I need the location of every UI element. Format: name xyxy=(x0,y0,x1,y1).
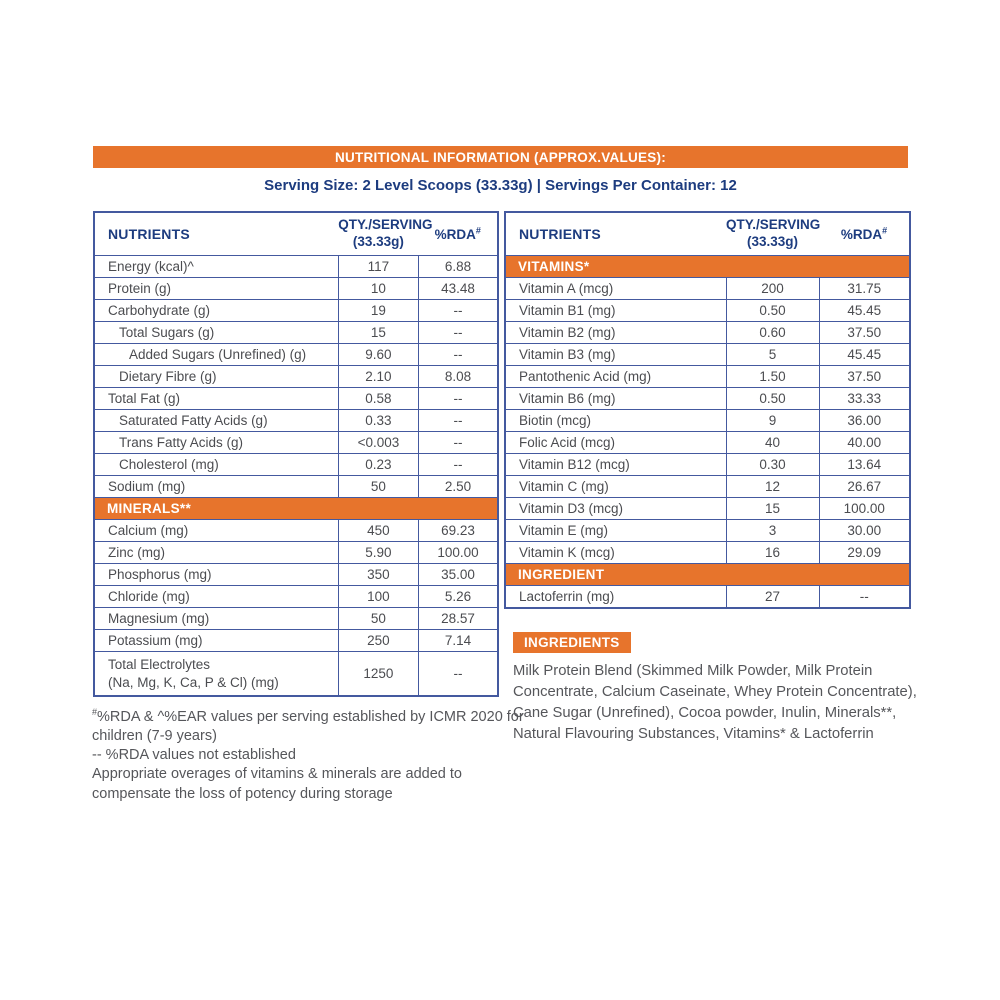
nutrients-table-right xyxy=(504,211,911,609)
table-row xyxy=(94,608,498,630)
left-table-header xyxy=(94,212,498,256)
qty-value: 0.50 xyxy=(726,388,819,410)
nutrient-label-cell xyxy=(94,630,338,652)
rda-value: 31.75 xyxy=(819,278,910,300)
nutrient-label: Total Electrolytes xyxy=(108,656,211,672)
qty-value: 27 xyxy=(726,586,819,609)
nutrient-label: Trans Fatty Acids (g) xyxy=(119,434,244,450)
nutrient-label: Vitamin B3 (mg) xyxy=(519,346,616,362)
qty-value: 0.50 xyxy=(726,300,819,322)
qty-value: 0.58 xyxy=(338,388,418,410)
table-row xyxy=(94,388,498,410)
table-row xyxy=(94,542,498,564)
table-row xyxy=(505,366,910,388)
qty-value: 16 xyxy=(726,542,819,564)
section-row xyxy=(94,498,498,520)
nutrient-label: Total Sugars (g) xyxy=(119,324,215,340)
nutrient-label: Vitamin D3 (mcg) xyxy=(519,500,624,516)
footnote-text: -- %RDA values not established xyxy=(92,747,296,764)
table-row xyxy=(94,432,498,454)
rda-value: 28.57 xyxy=(419,608,498,630)
qty-value: 0.33 xyxy=(338,410,418,432)
table-row xyxy=(505,322,910,344)
qty-value: 5 xyxy=(726,344,819,366)
serving-size-line: Serving Size: 2 Level Scoops (33.33g) | Servings Per Container: 12 xyxy=(264,177,737,194)
rda-value: -- xyxy=(419,454,498,476)
footnotes xyxy=(92,708,532,804)
table-row xyxy=(94,410,498,432)
rda-value: -- xyxy=(419,432,498,454)
table-row xyxy=(505,586,910,609)
nutrient-label-cell xyxy=(505,300,726,322)
nutrient-label-cell xyxy=(94,278,338,300)
table-row xyxy=(94,520,498,542)
qty-value: 15 xyxy=(338,322,418,344)
title-bar xyxy=(93,146,908,168)
rda-value: 5.26 xyxy=(419,586,498,608)
nutrient-label-cell xyxy=(94,432,338,454)
section-row xyxy=(505,256,910,278)
table-row xyxy=(94,652,498,697)
rda-value: -- xyxy=(419,410,498,432)
table-row xyxy=(94,256,498,278)
table-row xyxy=(505,454,910,476)
nutrient-label-cell xyxy=(94,300,338,322)
rda-value: 6.88 xyxy=(419,256,498,278)
nutrient-label-cell xyxy=(505,278,726,300)
table-row xyxy=(94,586,498,608)
header-row xyxy=(94,212,498,256)
table-row xyxy=(505,432,910,454)
rda-value: 29.09 xyxy=(819,542,910,564)
nutrient-label: Saturated Fatty Acids (g) xyxy=(119,412,268,428)
qty-value: 1250 xyxy=(338,652,418,697)
title-bar-text: NUTRITIONAL INFORMATION (APPROX.VALUES): xyxy=(335,149,666,165)
qty-value: 0.60 xyxy=(726,322,819,344)
qty-value: 3 xyxy=(726,520,819,542)
ingredients-badge: INGREDIENTS xyxy=(513,632,631,653)
rda-label: %RDA xyxy=(434,226,476,242)
rda-value: 2.50 xyxy=(419,476,498,498)
qty-value: 0.30 xyxy=(726,454,819,476)
rda-value: 37.50 xyxy=(819,322,910,344)
nutrient-label-cell xyxy=(94,256,338,278)
qty-value: 19 xyxy=(338,300,418,322)
rda-value: -- xyxy=(419,344,498,366)
nutrient-label: Cholesterol (mg) xyxy=(119,456,219,472)
nutrient-label-cell xyxy=(94,454,338,476)
rda-value: 37.50 xyxy=(819,366,910,388)
nutrient-label-cell xyxy=(94,476,338,498)
qty-value: 250 xyxy=(338,630,418,652)
footnote-text: %RDA & ^%EAR values per serving established by ICMR 2020 for children (7-9 years) xyxy=(92,709,524,745)
nutrient-label: Vitamin K (mcg) xyxy=(519,544,615,560)
left-tbody xyxy=(94,256,498,697)
nutrient-label: Carbohydrate (g) xyxy=(108,302,211,318)
nutrient-label: Potassium (mg) xyxy=(108,632,203,648)
table-row xyxy=(505,410,910,432)
rda-value: 35.00 xyxy=(419,564,498,586)
nutrient-label: Total Fat (g) xyxy=(108,390,181,406)
col-header-nutrients: NUTRIENTS xyxy=(94,212,338,256)
nutrient-label-cell xyxy=(505,388,726,410)
table-row xyxy=(505,498,910,520)
qty-value: <0.003 xyxy=(338,432,418,454)
header-row xyxy=(505,212,910,256)
rda-value: -- xyxy=(419,300,498,322)
nutrient-label-cell xyxy=(505,476,726,498)
table-row xyxy=(94,564,498,586)
table-row xyxy=(94,278,498,300)
col-header-qty-line2: (33.33g) xyxy=(746,234,799,249)
rda-superscript: # xyxy=(475,225,481,235)
table-row xyxy=(94,630,498,652)
nutrient-label-cell xyxy=(94,586,338,608)
qty-value: 9 xyxy=(726,410,819,432)
footnote-line xyxy=(92,708,532,746)
table-row xyxy=(94,476,498,498)
section-header: MINERALS** xyxy=(94,498,498,520)
nutrient-label-line2: (Na, Mg, K, Ca, P & Cl) (mg) xyxy=(108,674,279,690)
nutrient-label-cell xyxy=(505,542,726,564)
qty-value: 10 xyxy=(338,278,418,300)
nutrient-label: Energy (kcal)^ xyxy=(108,258,194,274)
table-row xyxy=(94,366,498,388)
nutrient-label-cell xyxy=(505,520,726,542)
footnote-line xyxy=(92,765,532,803)
rda-superscript: # xyxy=(882,225,888,235)
table-row xyxy=(505,476,910,498)
rda-value: 40.00 xyxy=(819,432,910,454)
nutrient-label: Vitamin B12 (mcg) xyxy=(519,456,630,472)
col-header-nutrients: NUTRIENTS xyxy=(505,212,726,256)
table-row xyxy=(94,300,498,322)
right-tbody xyxy=(505,256,910,609)
nutrient-label-cell xyxy=(505,366,726,388)
ingredients-text: Milk Protein Blend (Skimmed Milk Powder, Milk Protein Concentrate, Calcium Caseinate, Whey Protein Concentrate), Cane Sugar (Unrefined), Cocoa powder, Inulin, Minerals**, Natural Flavouring Substances, Vitamins* & Lactoferrin xyxy=(513,663,917,742)
right-table-header xyxy=(505,212,910,256)
qty-value: 350 xyxy=(338,564,418,586)
rda-value: 30.00 xyxy=(819,520,910,542)
footnote-text: Appropriate overages of vitamins & minerals are added to compensate the loss of potency during storage xyxy=(92,766,462,802)
nutrients-table-left xyxy=(93,211,499,697)
nutrient-label: Sodium (mg) xyxy=(108,478,186,494)
table-row xyxy=(505,520,910,542)
footnote-superscript: # xyxy=(92,707,98,718)
table-row xyxy=(94,454,498,476)
nutrient-label-cell xyxy=(94,652,338,697)
table-row xyxy=(505,278,910,300)
qty-value: 40 xyxy=(726,432,819,454)
nutrient-label: Folic Acid (mcg) xyxy=(519,434,616,450)
rda-value: 33.33 xyxy=(819,388,910,410)
qty-value: 117 xyxy=(338,256,418,278)
qty-value: 2.10 xyxy=(338,366,418,388)
nutrient-label: Vitamin C (mg) xyxy=(519,478,609,494)
section-header: INGREDIENT xyxy=(505,564,910,586)
nutrient-label: Phosphorus (mg) xyxy=(108,566,212,582)
nutrient-label-cell xyxy=(94,322,338,344)
section-row xyxy=(505,564,910,586)
nutrient-label: Zinc (mg) xyxy=(108,544,165,560)
table-row xyxy=(505,300,910,322)
table-row xyxy=(94,344,498,366)
qty-value: 0.23 xyxy=(338,454,418,476)
nutrient-label-cell xyxy=(94,410,338,432)
nutrient-label-cell xyxy=(94,366,338,388)
col-header-rda xyxy=(819,212,910,256)
qty-value: 9.60 xyxy=(338,344,418,366)
nutrition-tables xyxy=(93,211,911,697)
rda-value: 13.64 xyxy=(819,454,910,476)
rda-value: 100.00 xyxy=(419,542,498,564)
nutrient-label-cell xyxy=(505,432,726,454)
nutrient-label-cell xyxy=(94,564,338,586)
rda-value: -- xyxy=(819,586,910,609)
col-header-qty xyxy=(726,212,819,256)
qty-value: 100 xyxy=(338,586,418,608)
nutrient-label: Magnesium (mg) xyxy=(108,610,210,626)
nutrient-label: Lactoferrin (mg) xyxy=(519,588,615,604)
rda-value: 69.23 xyxy=(419,520,498,542)
nutrient-label-cell xyxy=(94,520,338,542)
qty-value: 450 xyxy=(338,520,418,542)
rda-value: 8.08 xyxy=(419,366,498,388)
table-row xyxy=(94,322,498,344)
nutrient-label-cell xyxy=(505,498,726,520)
col-header-qty xyxy=(338,212,433,256)
qty-value: 15 xyxy=(726,498,819,520)
nutrient-label: Added Sugars (Unrefined) (g) xyxy=(129,346,307,362)
col-header-qty-line1: QTY./SERVING xyxy=(338,217,433,233)
nutrient-label-cell xyxy=(505,344,726,366)
nutrient-label: Biotin (mcg) xyxy=(519,412,592,428)
table-row xyxy=(505,344,910,366)
nutrient-label: Vitamin A (mcg) xyxy=(519,280,614,296)
section-header: VITAMINS* xyxy=(505,256,910,278)
qty-value: 1.50 xyxy=(726,366,819,388)
nutrient-label-cell xyxy=(94,344,338,366)
rda-value: 100.00 xyxy=(819,498,910,520)
nutrient-label: Calcium (mg) xyxy=(108,522,189,538)
nutrient-label: Pantothenic Acid (mg) xyxy=(519,368,652,384)
rda-value: -- xyxy=(419,652,498,697)
rda-value: 43.48 xyxy=(419,278,498,300)
nutrient-label: Vitamin E (mg) xyxy=(519,522,609,538)
nutrient-label-cell xyxy=(94,608,338,630)
nutrient-label-cell xyxy=(505,586,726,609)
col-header-qty-line2: (33.33g) xyxy=(352,234,404,249)
rda-value: 45.45 xyxy=(819,300,910,322)
rda-value: -- xyxy=(419,322,498,344)
nutrient-label: Dietary Fibre (g) xyxy=(119,368,217,384)
qty-value: 12 xyxy=(726,476,819,498)
col-header-qty-line1: QTY./SERVING xyxy=(726,217,821,233)
nutrient-label-cell xyxy=(505,454,726,476)
rda-value: 45.45 xyxy=(819,344,910,366)
nutrient-label-cell xyxy=(94,388,338,410)
qty-value: 200 xyxy=(726,278,819,300)
nutrient-label-cell xyxy=(94,542,338,564)
qty-value: 5.90 xyxy=(338,542,418,564)
table-row xyxy=(505,542,910,564)
rda-label: %RDA xyxy=(840,226,883,242)
nutrient-label: Vitamin B6 (mg) xyxy=(519,390,616,406)
nutrient-label: Protein (g) xyxy=(108,280,172,296)
rda-value: 36.00 xyxy=(819,410,910,432)
nutrient-label: Vitamin B1 (mg) xyxy=(519,302,616,318)
footnote-line xyxy=(92,746,532,765)
qty-value: 50 xyxy=(338,476,418,498)
nutrient-label: Vitamin B2 (mg) xyxy=(519,324,616,340)
rda-value: 7.14 xyxy=(419,630,498,652)
nutrient-label-cell xyxy=(505,410,726,432)
table-row xyxy=(505,388,910,410)
rda-value: 26.67 xyxy=(819,476,910,498)
rda-value: -- xyxy=(419,388,498,410)
nutrient-label: Chloride (mg) xyxy=(108,588,190,604)
qty-value: 50 xyxy=(338,608,418,630)
nutrient-label-cell xyxy=(505,322,726,344)
